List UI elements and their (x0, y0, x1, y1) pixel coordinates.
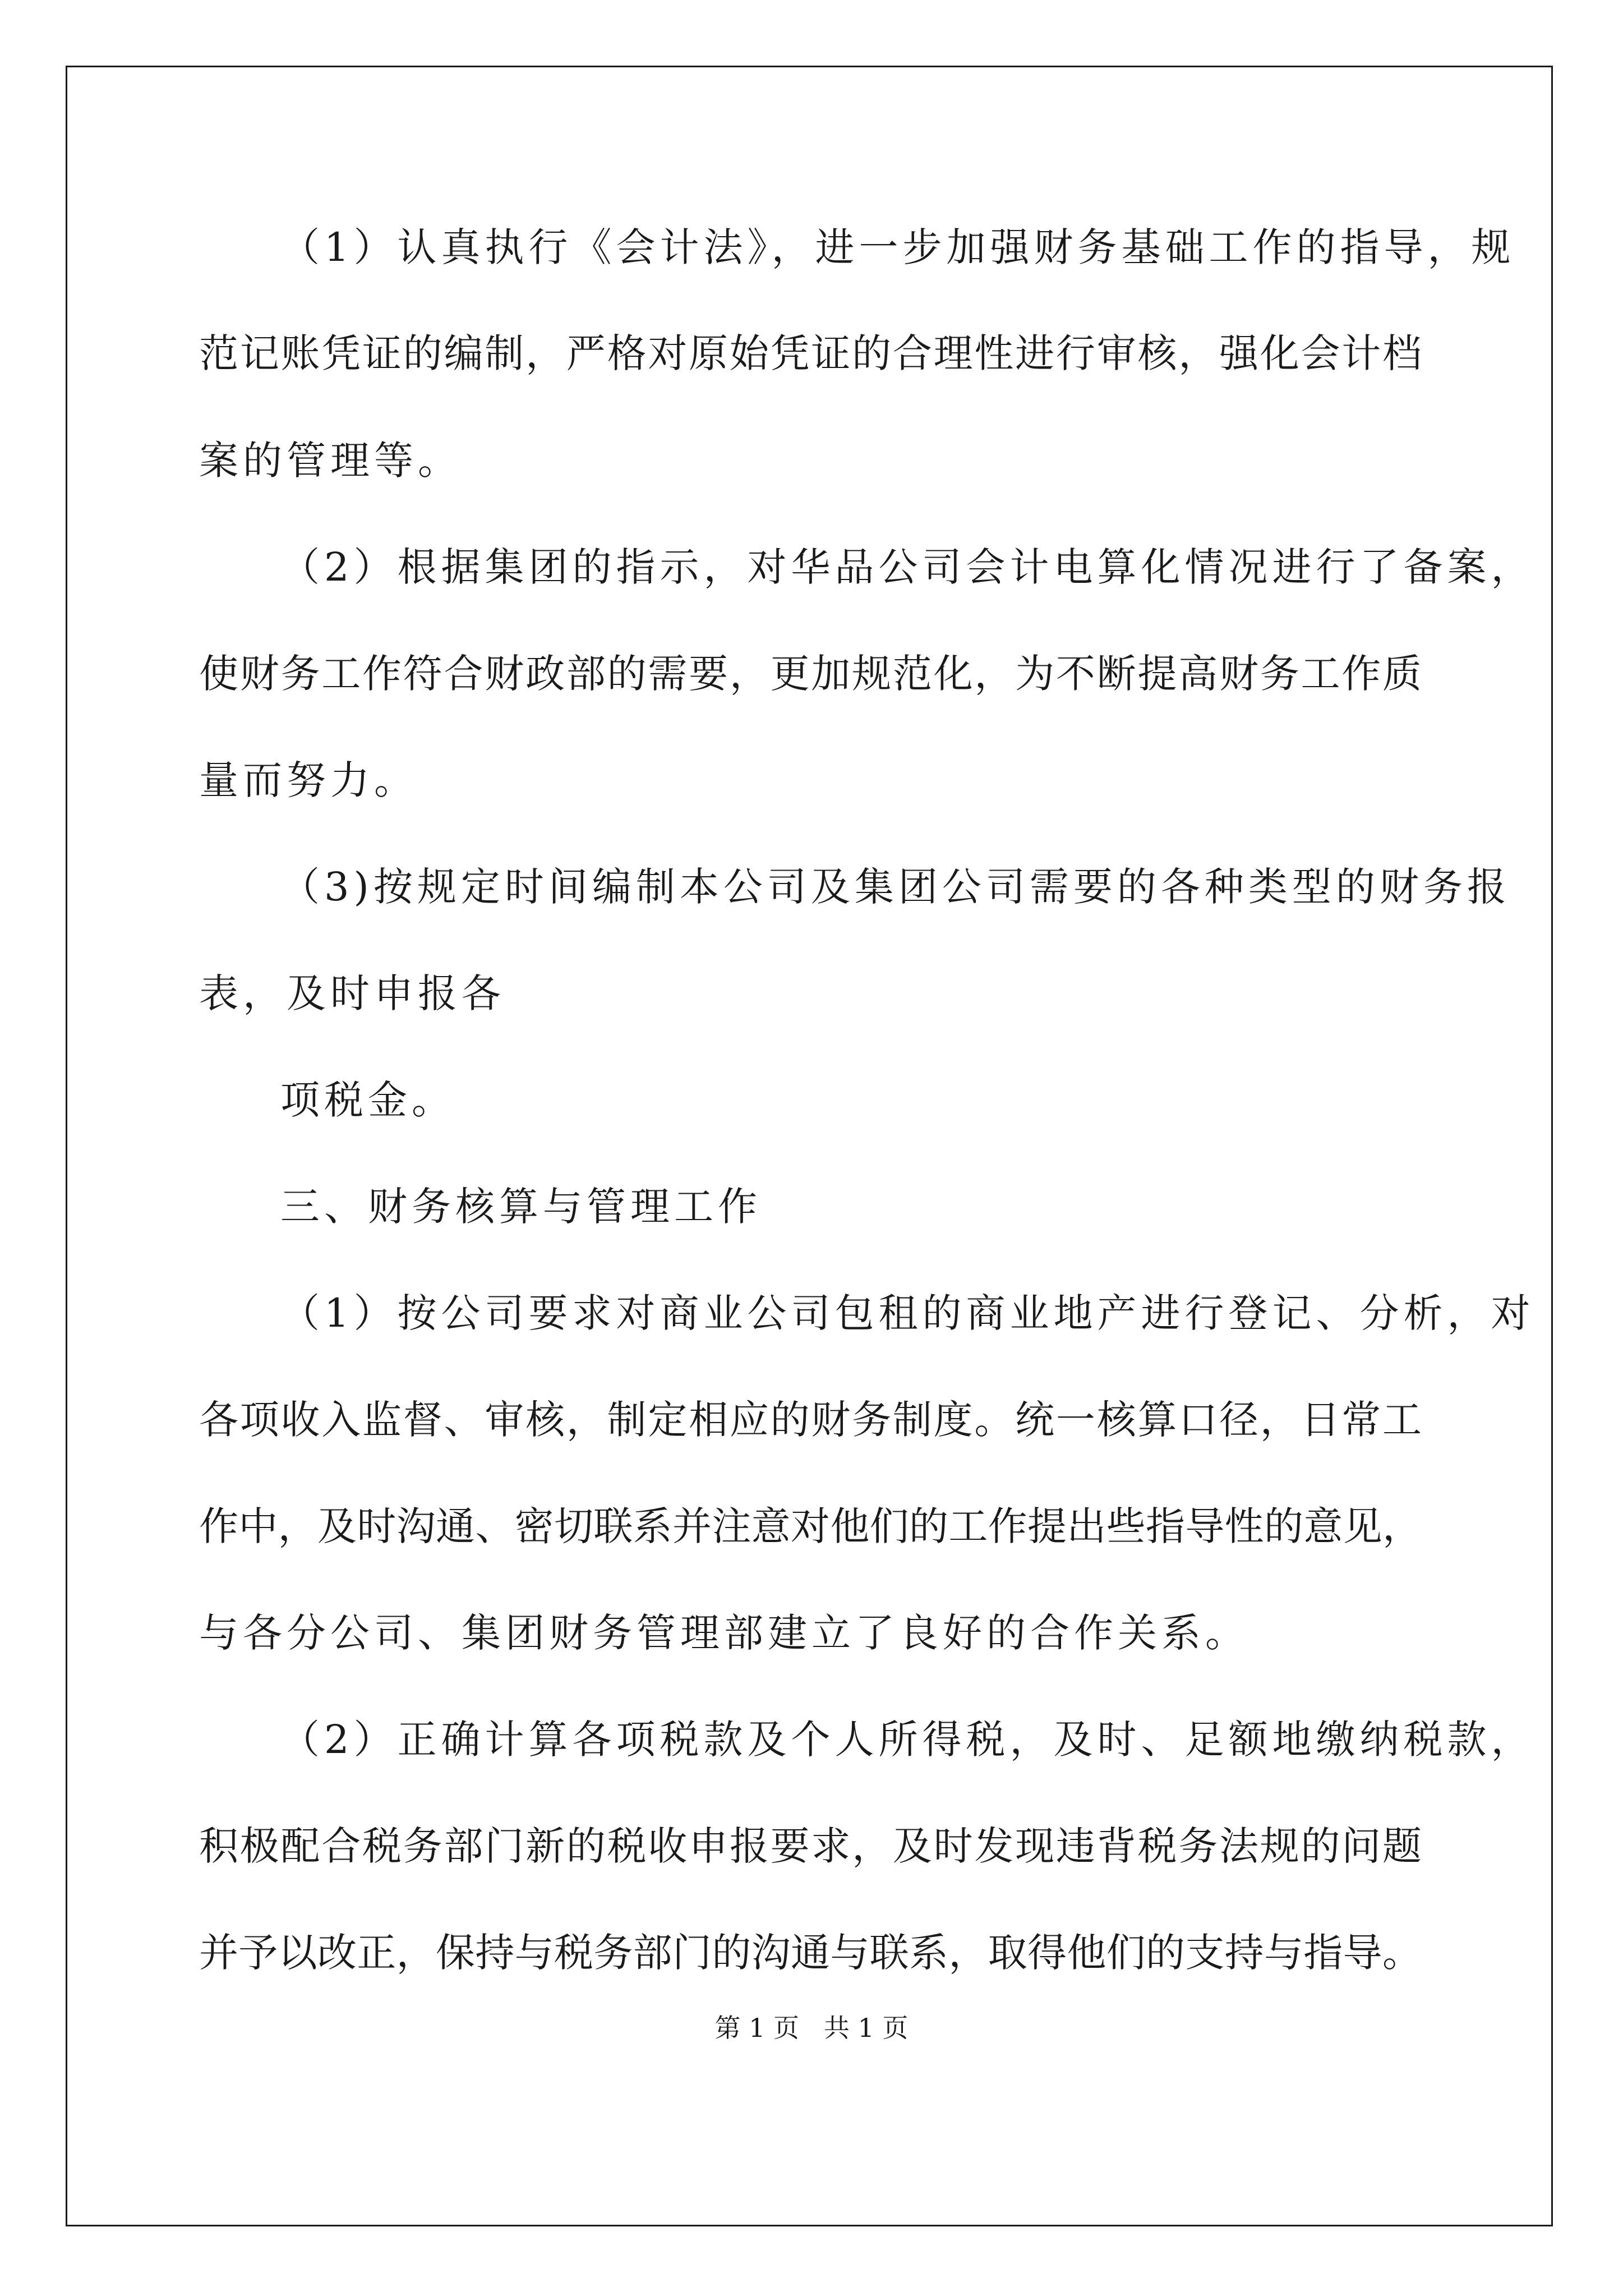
paragraph-line: （2）根据集团的指示，对华品公司会计电算化情况进行了备案， (280, 544, 1535, 590)
page-border (66, 66, 1553, 2226)
paragraph-line: 案的管理等。 (199, 438, 462, 484)
paragraph-line: （1）按公司要求对商业公司包租的商业地产进行登记、分析，对 (280, 1290, 1535, 1336)
paragraph-line: 项税金。 (280, 1077, 455, 1123)
paragraph-line: 量而努力。 (199, 757, 418, 803)
paragraph-line: （2）正确计算各项税款及个人所得税，及时、足额地缴纳税款， (280, 1717, 1535, 1763)
paragraph-line: 并予以改正，保持与税务部门的沟通与联系，取得他们的支持与指导。 (199, 1930, 1422, 1976)
page-number-footer: 第 1 页 共 1 页 (714, 2013, 909, 2043)
paragraph-line: 与各分公司、集团财务管理部建立了良好的合作关系。 (199, 1610, 1249, 1656)
paragraph-line: 作中，及时沟通、密切联系并注意对他们的工作提出些指导性的意见， (199, 1503, 1422, 1549)
paragraph-line: 使财务工作符合财政部的需要，更加规范化，为不断提高财务工作质 (199, 651, 1422, 697)
paragraph-line: （3)按规定时间编制本公司及集团公司需要的各种类型的财务报 (280, 864, 1511, 910)
paragraph-line: 各项收入监督、审核，制定相应的财务制度。统一核算口径，日常工 (199, 1397, 1422, 1443)
paragraph-line: 积极配合税务部门新的税收申报要求，及时发现违背税务法规的问题 (199, 1823, 1422, 1869)
paragraph-line: （1）认真执行《会计法》，进一步加强财务基础工作的指导，规 (280, 224, 1515, 270)
section-heading: 三、财务核算与管理工作 (280, 1184, 762, 1230)
paragraph-line: 范记账凭证的编制，严格对原始凭证的合理性进行审核，强化会计档 (199, 330, 1422, 376)
paragraph-line: 表，及时申报各 (199, 970, 505, 1016)
